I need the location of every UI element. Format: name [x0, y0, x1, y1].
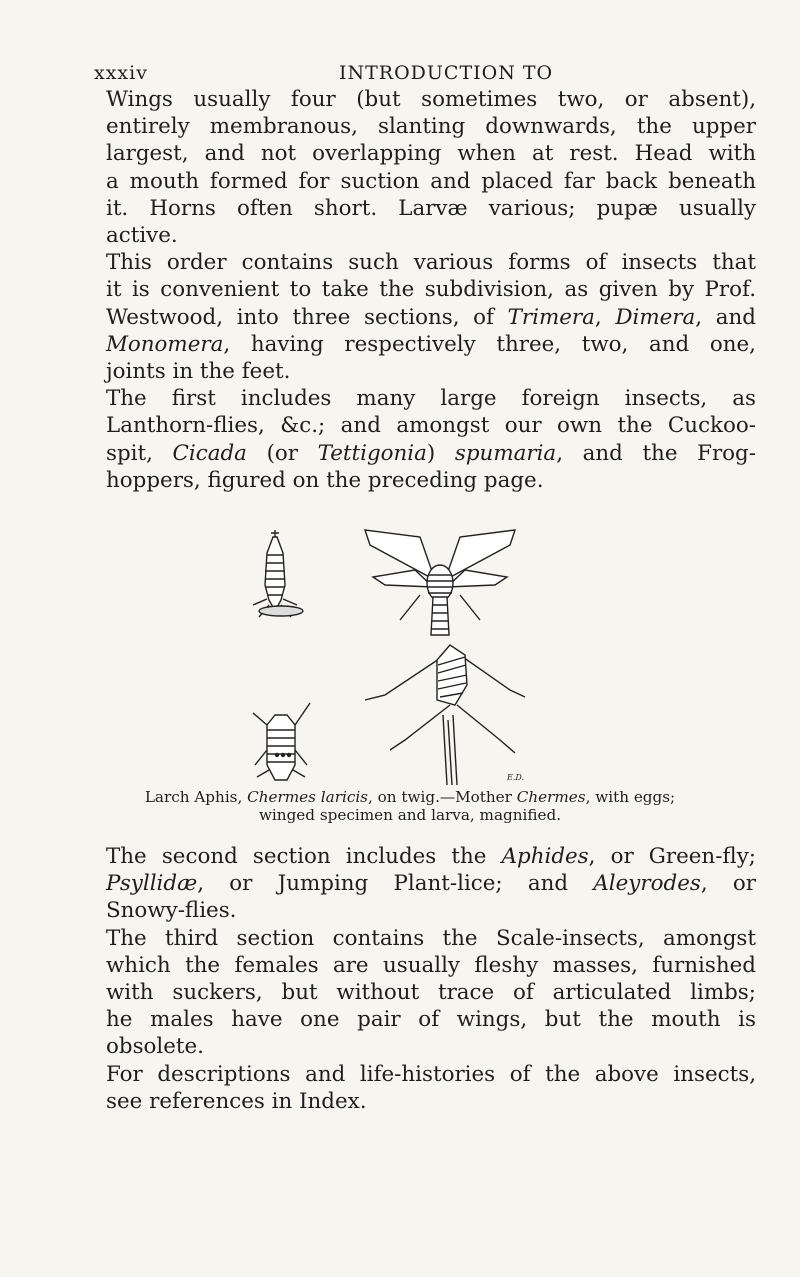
figure-caption [90, 788, 730, 824]
text-line: joints in the feet. [106, 359, 291, 385]
text-line: obsolete. [106, 1034, 204, 1060]
mother-chermes-on-twig [365, 645, 525, 785]
taxon-name: Chermes laricis [247, 788, 368, 806]
taxon-name: Psyllidæ [106, 871, 198, 897]
taxon-name: Aphides [501, 844, 589, 869]
text-fragment: , or Jumping Plant-lice; and [197, 871, 594, 897]
text-fragment: Westwood, into three sections, of [106, 304, 508, 330]
text-line: entirely membranous, slanting downwards, the upper [106, 114, 756, 140]
winged-adult-top [365, 530, 515, 635]
text-line: For descriptions and life-histories of the above insects, [106, 1061, 756, 1087]
text-line: see references in Index. [106, 1088, 367, 1114]
taxon-name: Tettigonia [317, 440, 427, 466]
text-line: he males have one pair of wings, but the mouth is [106, 1007, 756, 1033]
text-line [106, 331, 756, 358]
larva-bottom-left [253, 703, 310, 780]
taxon-name: Dimera [615, 304, 696, 330]
text-fragment: Larch Aphis, [144, 788, 248, 806]
text-fragment: , [594, 304, 616, 330]
text-line: it is convenient to take the subdivision, as given by Prof. [106, 277, 756, 303]
body-text-bottom [106, 843, 756, 1115]
text-line: The third section contains the Scale-insects, amongst [106, 925, 756, 951]
taxon-name: Aleyrodes [593, 871, 701, 897]
taxon-name: Chermes [516, 788, 586, 806]
taxon-name: Cicada [172, 440, 247, 466]
text-line [106, 440, 756, 467]
text-fragment: , having respectively three, two, and one, [223, 331, 756, 357]
text-line: Lanthorn-flies, &c.; and amongst our own the Cuckoo- [106, 413, 756, 439]
text-line [106, 843, 756, 870]
text-fragment: (or [246, 440, 318, 466]
caption-line: winged specimen and larva, magnified. [258, 806, 562, 824]
text-fragment: , on twig.—Mother [367, 788, 517, 806]
text-line: it. Horns often short. Larvæ various; pupæ usually [106, 195, 756, 221]
page-number: xxxiv [94, 62, 148, 84]
insect-illustration [245, 525, 625, 785]
text-fragment: , or [700, 871, 756, 897]
caption-line [90, 788, 730, 806]
text-line: hoppers, figured on the preceding page. [106, 467, 544, 493]
taxon-name: Trimera [507, 304, 595, 330]
text-fragment: spit, [106, 440, 173, 466]
text-line: which the females are usually fleshy masses, furnished [106, 952, 756, 978]
text-fragment: The second section includes the [106, 844, 502, 869]
artist-monogram: E.D. [507, 773, 525, 782]
taxon-name: Monomera [106, 331, 224, 357]
text-line [106, 870, 756, 897]
text-line: largest, and not overlapping when at rest. Head with [106, 141, 756, 167]
text-fragment: , and [695, 304, 756, 330]
text-fragment: , or Green-fly; [588, 844, 756, 869]
text-line: Wings usually four (but sometimes two, or absent), [106, 87, 756, 112]
text-line: The first includes many large foreign insects, as [106, 386, 756, 412]
text-line: a mouth formed for suction and placed far back beneath [106, 168, 756, 194]
larva-top-left [253, 530, 303, 617]
text-line: Snowy-flies. [106, 898, 237, 924]
text-fragment: , and the Frog- [556, 440, 756, 466]
body-text-top [106, 86, 756, 494]
text-line: This order contains such various forms of insects that [106, 250, 756, 276]
running-title: INTRODUCTION TO [339, 62, 554, 84]
text-fragment: ) [426, 440, 455, 466]
text-line [106, 304, 756, 331]
taxon-name: spumaria [454, 440, 557, 466]
text-line: active. [106, 223, 178, 249]
text-line: with suckers, but without trace of articulated limbs; [106, 980, 756, 1006]
text-fragment: , with eggs; [585, 788, 676, 806]
